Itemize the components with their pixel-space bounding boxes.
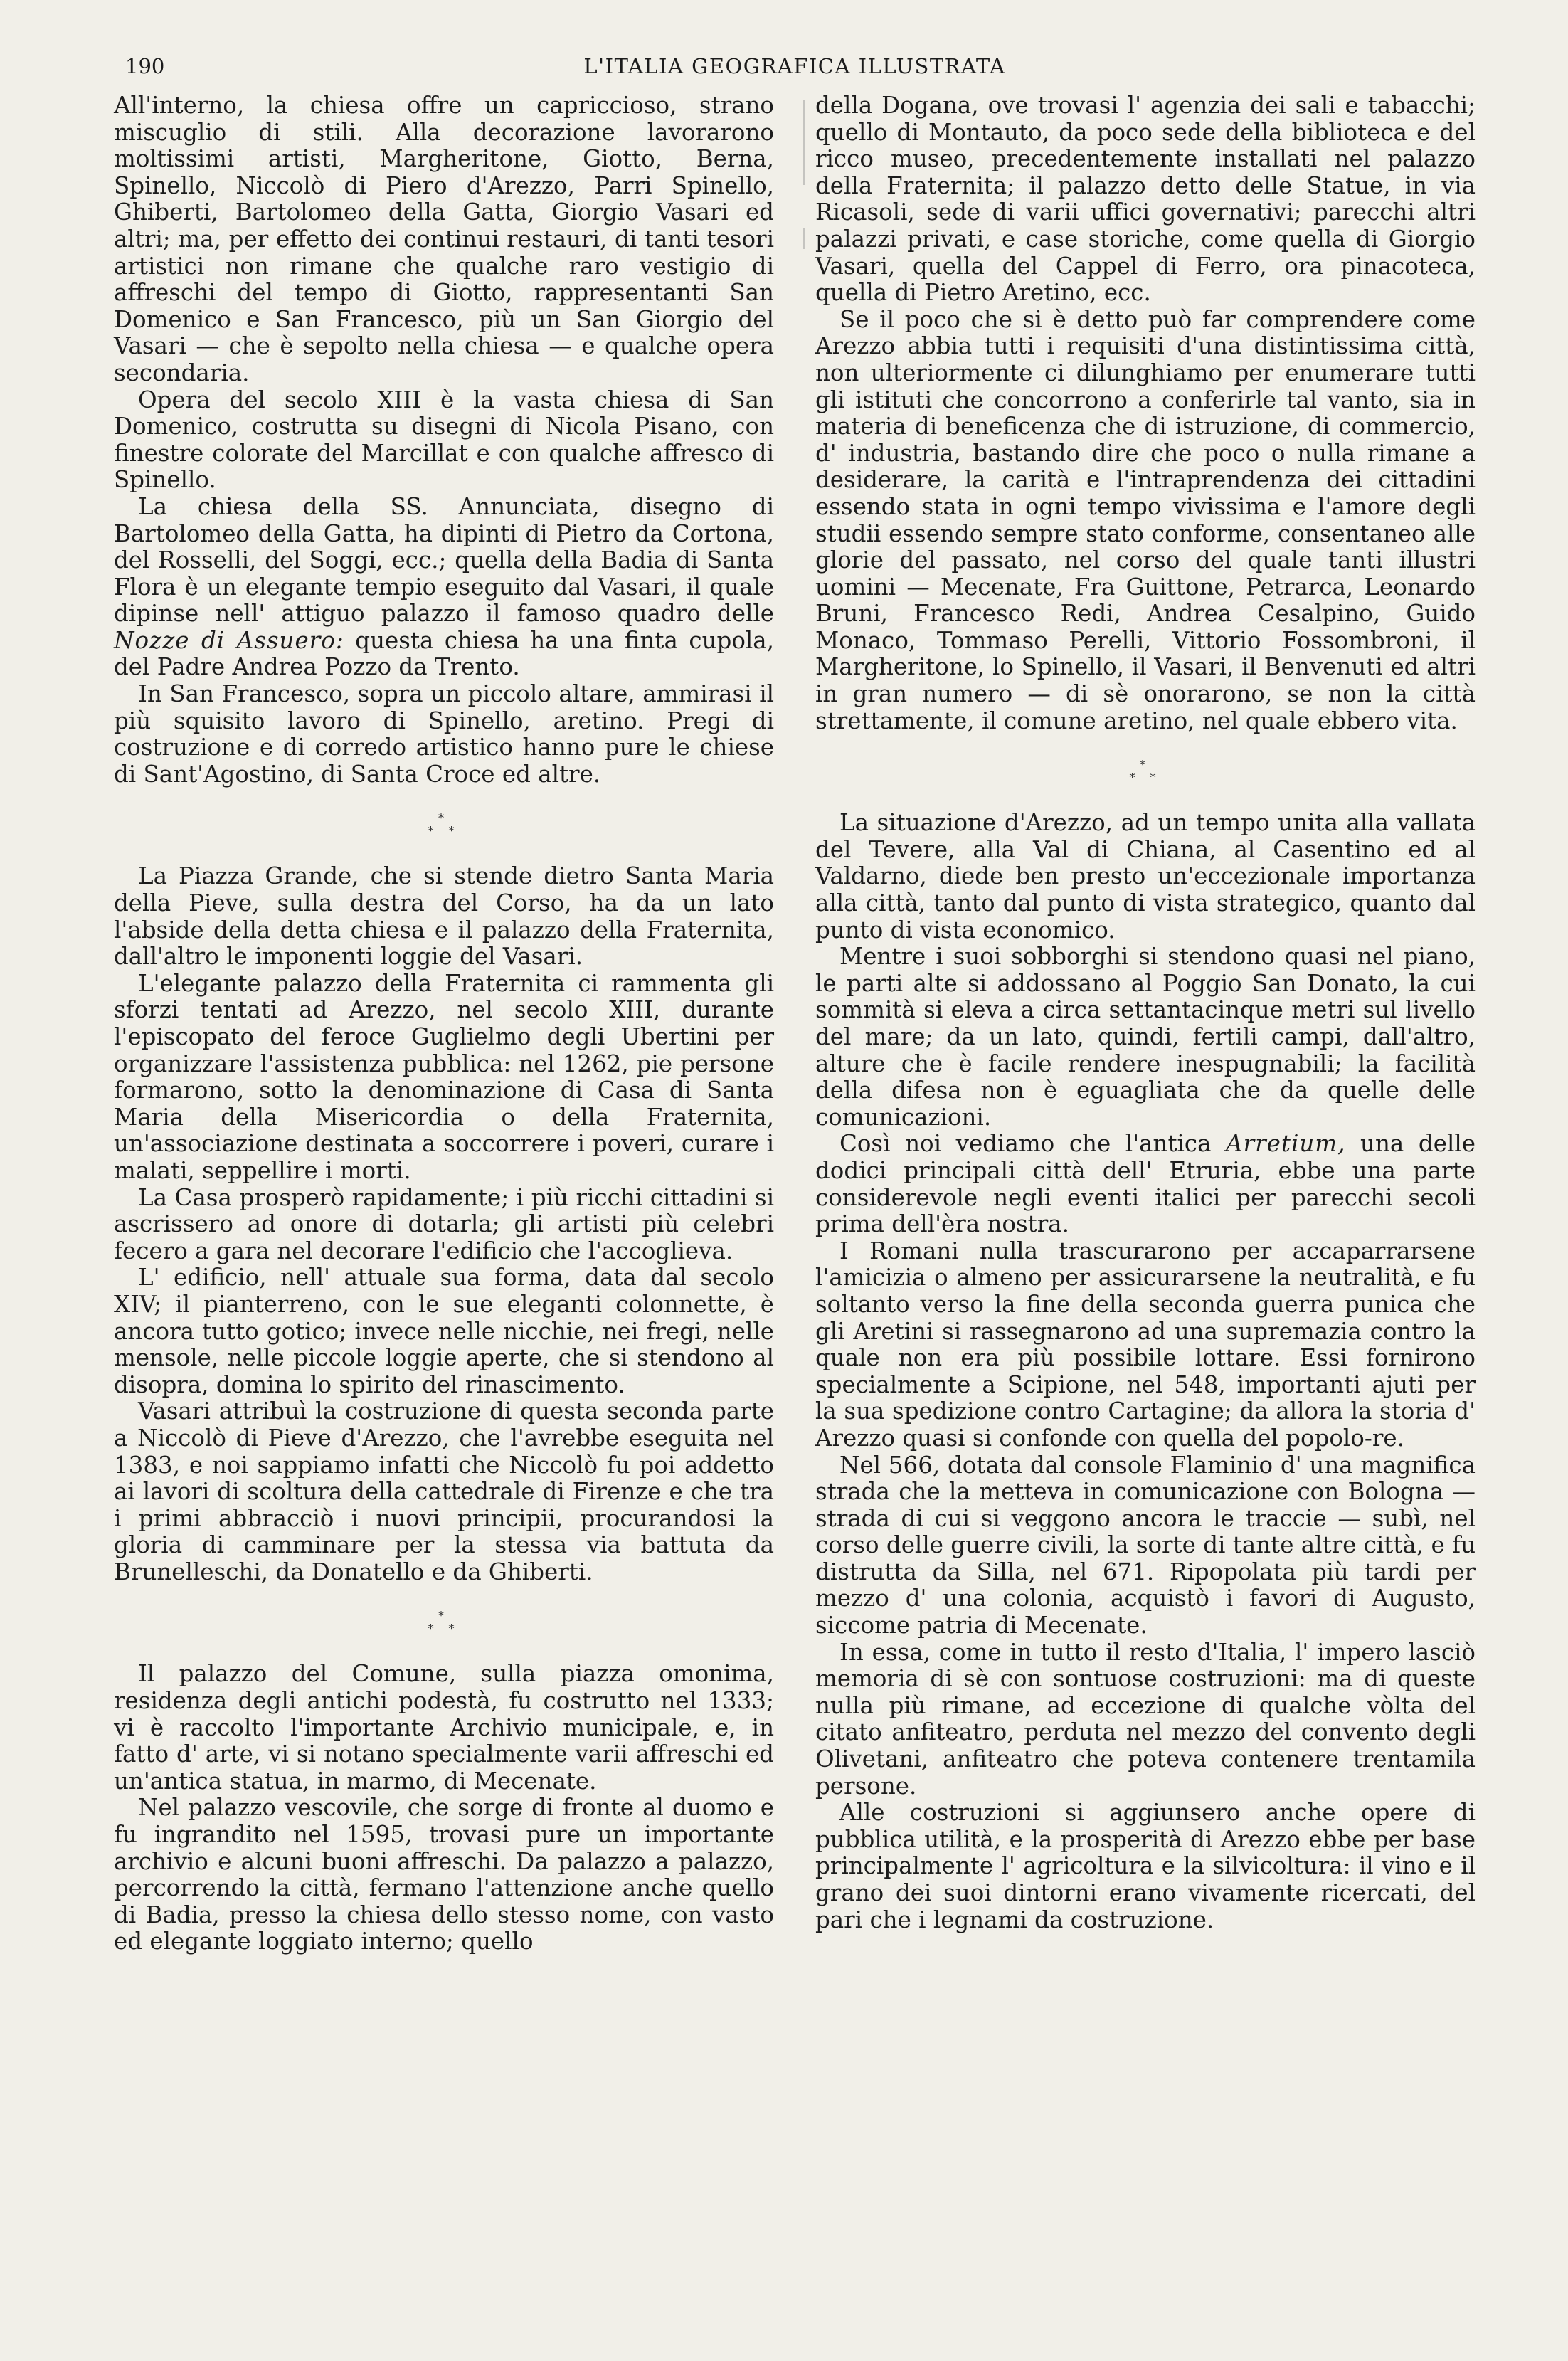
right-column [815,93,1476,1933]
section-separator: * * * [1129,758,1162,785]
paragraph: Vasari attribuì la costruzione di questa seconda parte a Niccolò di Pieve d'Arezzo, che l'avrebbe eseguita nel 1383, e noi sappiamo infatti che Niccolò fu poi addetto ai lavori di scoltura della cattedrale di Firenze e che tra i primi abbracciò i nuovi principii, procurandosi la gloria di camminare per la stessa via battuta da Brunelleschi, da Donatello e da Ghiberti. [114,1398,774,1585]
paragraph-text: Così noi vediamo che l'antica [839,1130,1212,1158]
paragraph: In essa, come in tutto il resto d'Italia, l' impero lasciò memoria di sè con sontuose costruzioni: ma di queste nulla più rimane, ad eccezione di qualche vòlta del citato anfiteatro, perduta nel mezzo del convento degli Olivetani, anfiteatro che poteva contenere trentamila persone. [815,1638,1476,1800]
paragraph: Nel 566, dotata dal console Flaminio d' una magnifica strada che la metteva in comunicazione con Bologna — strada di cui si veggono ancora le traccie — subì, nel corso delle guerre civili, la sorte di tante altre città, e fu distrutta da Silla, nel 671. Ripopolata più tardi per mezzo d' una colonia, acquistò i favori di Augusto, siccome patria di Mecenate. [815,1451,1476,1639]
paragraph: L' edificio, nell' attuale sua forma, data dal secolo XIV; il pianterreno, con le sue eleganti colonnette, è ancora tutto gotico; invece nelle nicchie, nei fregi, nelle mensole, nelle piccole loggie aperte, che si stendono al disopra, domina lo spirito del rinascimento. [114,1264,774,1398]
paragraph: Il palazzo del Comune, sulla piazza omonima, residenza degli antichi podestà, fu costrutto nel 1333; vi è raccolto l'importante Archivio municipale, e, in fatto d' arte, vi si notano specialmente varii affreschi ed un'antica statua, in marmo, di Mecenate. [114,1660,774,1795]
paragraph: All'interno, la chiesa offre un capriccioso, strano miscuglio di stili. Alla decorazione lavorarono moltissimi artisti, Margheritone, Giotto, Berna, Spinello, Niccolò di Piero d'Arezzo, Parri Spinello, Ghiberti, Bartolomeo della Gatta, Giorgio Vasari ed altri; ma, per effetto dei continui restauri, di tanti tesori artistici non rimane che qualche raro vestigio di affreschi del tempo di Giotto, rappresentanti San Domenico e San Francesco, più un San Giorgio del Vasari — che è sepolto nella chiesa — e qualche opera secondaria. [114,92,774,386]
paragraph [815,1131,1476,1237]
paragraph: L'elegante palazzo della Fraternita ci rammenta gli sforzi tentati ad Arezzo, nel secolo XIII, durante l'episcopato del feroce Guglielmo degli Ubertini per organizzare l'assistenza pubblica: nel 1262, pie persone formarono, sotto la denominazione di Casa di Santa Maria della Misericordia o della Fraternita, un'associazione destinata a soccorrere i poveri, curare i malati, seppellire i morti. [114,969,774,1184]
paragraph: I Romani nulla trascurarono per accaparrarsene l'amicizia o almeno per assicurarsene la neutralità, e fu soltanto verso la fine della seconda guerra punica che gli Aretini si rassegnarono ad una supremazia contro la quale non era più possibile lottare. Essi fornirono specialmente a Scipione, nel 548, importanti ajuti per la sua spedizione contro Cartagine; da allora la storia d' Arezzo quasi si confonde con quella del popolo-re. [815,1237,1476,1452]
artwork-title: Nozze di Assuero: [114,626,344,654]
page-number: 190 [125,54,165,78]
running-title: L'ITALIA GEOGRAFICA ILLUSTRATA [583,54,1006,78]
paragraph: In San Francesco, sopra un piccolo altare, ammirasi il più squisito lavoro di Spinello, aretino. Pregi di costruzione e di corredo artistico hanno pure le chiese di Sant'Agostino, di Santa Croce ed altre. [114,680,774,788]
column-divider [803,100,805,1167]
paragraph: Nel palazzo vescovile, che sorge di fronte al duomo e fu ingrandito nel 1595, trovasi pure un importante archivio e alcuni buoni affreschi. Da palazzo a palazzo, percorrendo la città, fermano l'attenzione anche quello di Badia, presso la chiesa dello stesso nome, con vasto ed elegante loggiato interno; quello [114,1794,774,1955]
paragraph-text: La chiesa della SS. Annunciata, disegno di Bartolomeo della Gatta, ha dipinti di Pietro da Cortona, del Rosselli, del Soggi, ecc.; quella della Badia di Santa Flora è un elegante tempio eseguito dal Vasari, il quale dipinse nell' attiguo palazzo il famoso quadro delle [114,492,774,628]
paragraph-text: questa chiesa ha una finta cupola, del Padre Andrea Pozzo da Trento. [114,626,774,681]
paragraph [114,494,774,681]
page-header [114,51,1476,87]
left-column [114,93,774,1955]
paragraph: La Casa prosperò rapidamente; i più ricchi cittadini si ascrissero ad onore di dotarla; gli artisti più celebri fecero a gara nel decorare l'edificio che l'accoglieva. [114,1183,774,1264]
paragraph: Opera del secolo XIII è la vasta chiesa di San Domenico, costrutta su disegni di Nicola Pisano, con finestre colorate del Marcillat e con qualche affresco di Spinello. [114,386,774,494]
paragraph: La Piazza Grande, che si stende dietro Santa Maria della Pieve, sulla destra del Corso, ha da un lato l'abside della detta chiesa e il palazzo della Fraternita, dall'altro le imponenti loggie del Vasari. [114,862,774,971]
paragraph-text: una delle dodici principali città dell' Etruria, ebbe una parte considerevole negli eventi italici per parecchi secoli prima dell'èra nostra. [815,1130,1476,1238]
latin-name: Arretium, [1226,1130,1346,1158]
section-separator: * * * [428,1609,460,1636]
paragraph: Alle costruzioni si aggiunsero anche opere di pubblica utilità, e la prosperità di Arezzo ebbe per base principalmente l' agricoltura e la silvicoltura: il vino e il grano dei suoi dintorni erano vivamente ricercati, del pari che i legnami da costruzione. [815,1799,1476,1933]
paragraph: Mentre i suoi sobborghi si stendono quasi nel piano, le parti alte si addossano al Poggio San Donato, la cui sommità si eleva a circa settantacinque metri sul livello del mare; da un lato, quindi, fertili campi, dall'altro, alture che è facile rendere inespugnabili; la facilità della difesa non è eguagliata che da quelle delle comunicazioni. [815,943,1476,1131]
paragraph: della Dogana, ove trovasi l' agenzia dei sali e tabacchi; quello di Montauto, da poco sede della biblioteca e del ricco museo, precedentemente installati nel palazzo della Fraternita; il palazzo detto delle Statue, in via Ricasoli, sede di varii uffici governativi; parecchi altri palazzi privati, e case storiche, come quella di Giorgio Vasari, quella del Cappel di Ferro, ora pinacoteca, quella di Pietro Aretino, ecc. [815,92,1476,307]
paragraph: La situazione d'Arezzo, ad un tempo unita alla vallata del Tevere, alla Val di Chiana, al Casentino ed al Valdarno, diede ben presto un'eccezionale importanza alla città, tanto dal punto di vista strategico, quanto dal punto di vista economico. [815,809,1476,944]
section-separator: * * * [428,811,460,838]
paragraph: Se il poco che si è detto può far comprendere come Arezzo abbia tutti i requisiti d'una distintissima città, non ulteriormente ci dilunghiamo per enumerare tutti gli istituti che concorrono a conferirle tal vanto, sia in materia di beneficenza che di istruzione, di commercio, d' industria, bastando dire che poco o nulla rimane a desiderare, la carità e l'intraprendenza dei cittadini essendo stata in ogni tempo vivissima e l'amore degli studii essendo sempre stato conforme, consentaneo alle glorie del passato, nel corso del quale tanti illustri uomini — Mecenate, Fra Guittone, Petrarca, Leonardo Bruni, Francesco Redi, Andrea Cesalpino, Guido Monaco, Tommaso Perelli, Vittorio Fossombroni, il Margheritone, lo Spinello, il Vasari, il Benvenuti ed altri in gran numero — di sè onorarono, se non la città strettamente, il comune aretino, nel quale ebbero vita. [815,305,1476,734]
